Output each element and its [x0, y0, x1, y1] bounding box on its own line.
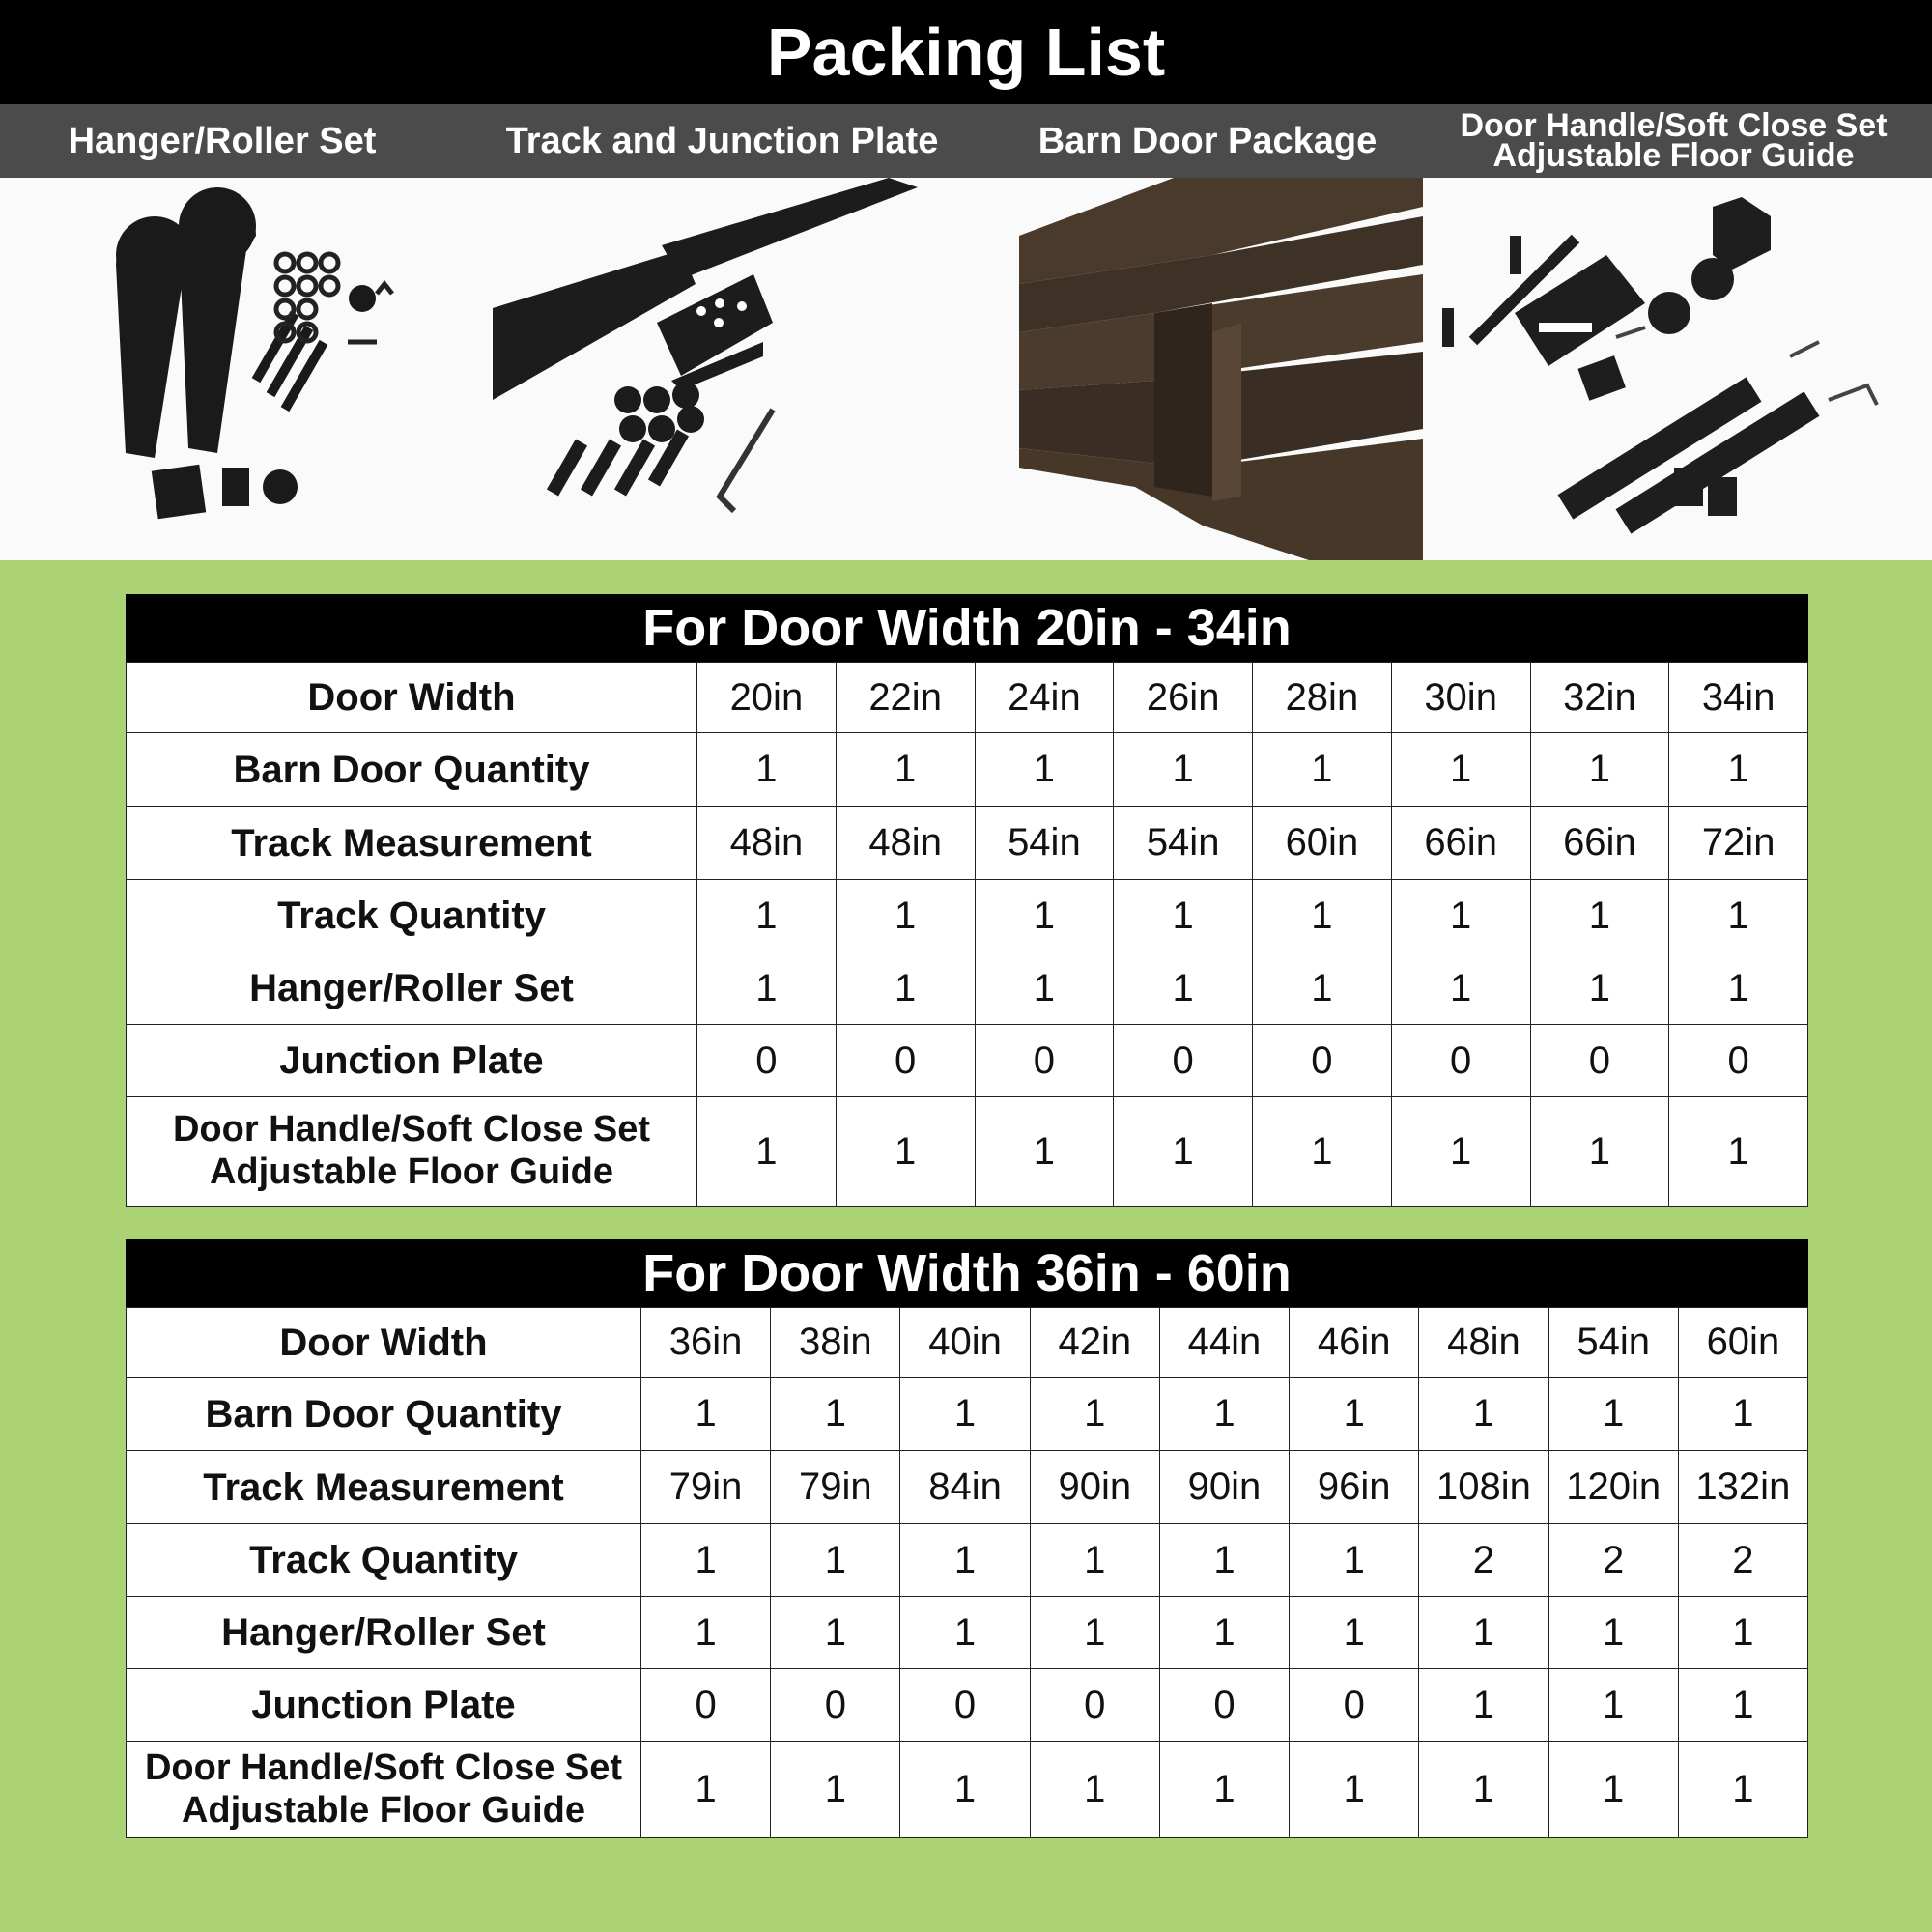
cell: 1	[1391, 880, 1530, 952]
cell: 28in	[1253, 663, 1392, 733]
cell: 1	[836, 880, 975, 952]
cell: 1	[900, 1597, 1030, 1669]
cell: 0	[697, 1025, 837, 1097]
cell: 1	[1030, 1742, 1159, 1838]
cell: 1	[1678, 1669, 1807, 1742]
cell: 0	[975, 1025, 1114, 1097]
cell: 54in	[975, 807, 1114, 880]
cell: 0	[641, 1669, 771, 1742]
cell: 1	[1530, 952, 1669, 1025]
cell: 0	[836, 1025, 975, 1097]
table1-row-door-width	[127, 663, 1808, 733]
cell: 34in	[1669, 663, 1808, 733]
cell: 1	[1678, 1742, 1807, 1838]
barn-door-planks-illustration	[1019, 178, 1423, 560]
cell: 1	[1678, 1597, 1807, 1669]
cell: 0	[1159, 1669, 1289, 1742]
cell: 108in	[1419, 1451, 1548, 1524]
cell: 1	[1419, 1742, 1548, 1838]
hanger-roller-illustration	[0, 178, 473, 560]
row-label: Barn Door Quantity	[127, 733, 697, 807]
track-junction-illustration	[473, 178, 1019, 560]
table1-row-barn-qty	[127, 733, 1808, 807]
cell: 2	[1548, 1524, 1678, 1597]
row-label: Junction Plate	[127, 1025, 697, 1097]
cell: 1	[975, 1097, 1114, 1207]
cell: 26in	[1114, 663, 1253, 733]
cell: 1	[836, 1097, 975, 1207]
row-label	[127, 1097, 697, 1207]
cell: 0	[1530, 1025, 1669, 1097]
cell: 1	[1530, 880, 1669, 952]
cell: 44in	[1159, 1308, 1289, 1378]
cell: 1	[771, 1597, 900, 1669]
table2-row-junction	[127, 1669, 1808, 1742]
table1-grid	[126, 662, 1808, 1207]
cell: 1	[1030, 1378, 1159, 1451]
table2-row-door-width	[127, 1308, 1808, 1378]
category-barn-door: Barn Door Package	[1037, 121, 1378, 161]
category-bar	[0, 104, 1932, 178]
row-label: Track Measurement	[127, 1451, 641, 1524]
cell: 0	[1030, 1669, 1159, 1742]
cell: 1	[1669, 733, 1808, 807]
cell: 66in	[1391, 807, 1530, 880]
cell: 1	[1419, 1378, 1548, 1451]
row-label: Barn Door Quantity	[127, 1378, 641, 1451]
cell: 38in	[771, 1308, 900, 1378]
cell: 1	[1678, 1378, 1807, 1451]
handle-softclose-illustration	[1423, 178, 1932, 560]
cell: 40in	[900, 1308, 1030, 1378]
row-label: Track Quantity	[127, 1524, 641, 1597]
cell: 1	[1419, 1669, 1548, 1742]
table2-row-handle	[127, 1742, 1808, 1838]
cell: 1	[641, 1524, 771, 1597]
hanger-roller-photo	[0, 178, 473, 560]
cell: 24in	[975, 663, 1114, 733]
table2-row-barn-qty	[127, 1378, 1808, 1451]
cell: 1	[900, 1742, 1030, 1838]
cell: 1	[1391, 733, 1530, 807]
cell: 1	[1419, 1597, 1548, 1669]
cell: 1	[1030, 1524, 1159, 1597]
cell: 1	[1290, 1597, 1419, 1669]
cell: 1	[697, 880, 837, 952]
cell: 54in	[1548, 1308, 1678, 1378]
category-handle-line2: Adjustable Floor Guide	[1492, 137, 1855, 174]
cell: 1	[1114, 1097, 1253, 1207]
cell: 1	[1548, 1378, 1678, 1451]
cell: 36in	[641, 1308, 771, 1378]
table2-row-track-qty	[127, 1524, 1808, 1597]
cell: 1	[836, 952, 975, 1025]
cell: 0	[1253, 1025, 1392, 1097]
cell: 1	[1159, 1524, 1289, 1597]
packing-table-36-60	[126, 1239, 1808, 1838]
cell: 1	[900, 1378, 1030, 1451]
category-hanger-roller: Hanger/Roller Set	[68, 121, 377, 161]
cell: 1	[1548, 1669, 1678, 1742]
cell: 1	[1114, 880, 1253, 952]
cell: 84in	[900, 1451, 1030, 1524]
cell: 1	[1530, 733, 1669, 807]
cell: 1	[771, 1378, 900, 1451]
cell: 1	[1548, 1742, 1678, 1838]
cell: 30in	[1391, 663, 1530, 733]
cell: 54in	[1114, 807, 1253, 880]
table2-title: For Door Width 36in - 60in	[126, 1239, 1808, 1307]
row-label: Hanger/Roller Set	[127, 1597, 641, 1669]
cell: 96in	[1290, 1451, 1419, 1524]
cell: 48in	[1419, 1308, 1548, 1378]
cell: 1	[1114, 733, 1253, 807]
cell: 1	[1290, 1742, 1419, 1838]
cell: 1	[697, 952, 837, 1025]
cell: 32in	[1530, 663, 1669, 733]
row-label: Junction Plate	[127, 1669, 641, 1742]
page-title: Packing List	[0, 0, 1932, 104]
cell: 1	[771, 1742, 900, 1838]
cell: 120in	[1548, 1451, 1678, 1524]
cell: 1	[1290, 1378, 1419, 1451]
cell: 1	[1253, 1097, 1392, 1207]
cell: 48in	[836, 807, 975, 880]
cell: 90in	[1159, 1451, 1289, 1524]
row-label: Door Width	[127, 1308, 641, 1378]
cell: 1	[1159, 1597, 1289, 1669]
cell: 0	[1114, 1025, 1253, 1097]
cell: 1	[975, 880, 1114, 952]
cell: 1	[1253, 952, 1392, 1025]
cell: 48in	[697, 807, 837, 880]
table2-row-track-measurement	[127, 1451, 1808, 1524]
table1-row-hanger	[127, 952, 1808, 1025]
cell: 1	[641, 1597, 771, 1669]
track-junction-photo	[473, 178, 1019, 560]
cell: 1	[641, 1742, 771, 1838]
cell: 1	[1669, 880, 1808, 952]
cell: 1	[1030, 1597, 1159, 1669]
cell: 1	[697, 733, 837, 807]
cell: 22in	[836, 663, 975, 733]
category-handle-line1: Door Handle/Soft Close Set	[1460, 107, 1888, 144]
table1-row-handle	[127, 1097, 1808, 1207]
cell: 1	[1159, 1742, 1289, 1838]
row-label-line2: Adjustable Floor Guide	[181, 1789, 586, 1831]
cell: 90in	[1030, 1451, 1159, 1524]
barn-door-photo	[1019, 178, 1423, 560]
cell: 1	[975, 952, 1114, 1025]
cell: 66in	[1530, 807, 1669, 880]
table1-row-track-qty	[127, 880, 1808, 952]
cell: 1	[1391, 1097, 1530, 1207]
handle-softclose-photo	[1423, 178, 1932, 560]
cell: 0	[1290, 1669, 1419, 1742]
cell: 1	[1253, 733, 1392, 807]
table2-row-hanger	[127, 1597, 1808, 1669]
cell: 1	[1530, 1097, 1669, 1207]
row-label: Door Width	[127, 663, 697, 733]
cell: 1	[1669, 952, 1808, 1025]
cell: 0	[771, 1669, 900, 1742]
table1-title: For Door Width 20in - 34in	[126, 594, 1808, 662]
row-label: Hanger/Roller Set	[127, 952, 697, 1025]
cell: 1	[836, 733, 975, 807]
row-label-line1: Door Handle/Soft Close Set	[172, 1109, 651, 1151]
cell: 132in	[1678, 1451, 1807, 1524]
cell: 1	[771, 1524, 900, 1597]
category-handle-floor-guide	[1415, 104, 1932, 178]
cell: 1	[1290, 1524, 1419, 1597]
row-label: Track Quantity	[127, 880, 697, 952]
cell: 60in	[1678, 1308, 1807, 1378]
cell: 1	[1253, 880, 1392, 952]
table1-row-track-measurement	[127, 807, 1808, 880]
cell: 60in	[1253, 807, 1392, 880]
cell: 2	[1419, 1524, 1548, 1597]
cell: 1	[1159, 1378, 1289, 1451]
cell: 1	[697, 1097, 837, 1207]
packing-table-20-34	[126, 594, 1808, 1207]
cell: 79in	[771, 1451, 900, 1524]
cell: 1	[1391, 952, 1530, 1025]
row-label-line2: Adjustable Floor Guide	[209, 1151, 614, 1192]
category-track-junction: Track and Junction Plate	[505, 121, 939, 161]
cell: 20in	[697, 663, 837, 733]
cell: 1	[1114, 952, 1253, 1025]
cell: 0	[900, 1669, 1030, 1742]
cell: 0	[1391, 1025, 1530, 1097]
cell: 46in	[1290, 1308, 1419, 1378]
cell: 1	[1669, 1097, 1808, 1207]
cell: 0	[1669, 1025, 1808, 1097]
cell: 1	[975, 733, 1114, 807]
cell: 2	[1678, 1524, 1807, 1597]
row-label: Track Measurement	[127, 807, 697, 880]
cell: 72in	[1669, 807, 1808, 880]
row-label	[127, 1742, 641, 1838]
table1-row-junction	[127, 1025, 1808, 1097]
cell: 1	[641, 1378, 771, 1451]
product-photo-strip	[0, 178, 1932, 560]
cell: 79in	[641, 1451, 771, 1524]
table2-grid	[126, 1307, 1808, 1838]
row-label-line1: Door Handle/Soft Close Set	[144, 1747, 623, 1788]
cell: 42in	[1030, 1308, 1159, 1378]
cell: 1	[900, 1524, 1030, 1597]
cell: 1	[1548, 1597, 1678, 1669]
